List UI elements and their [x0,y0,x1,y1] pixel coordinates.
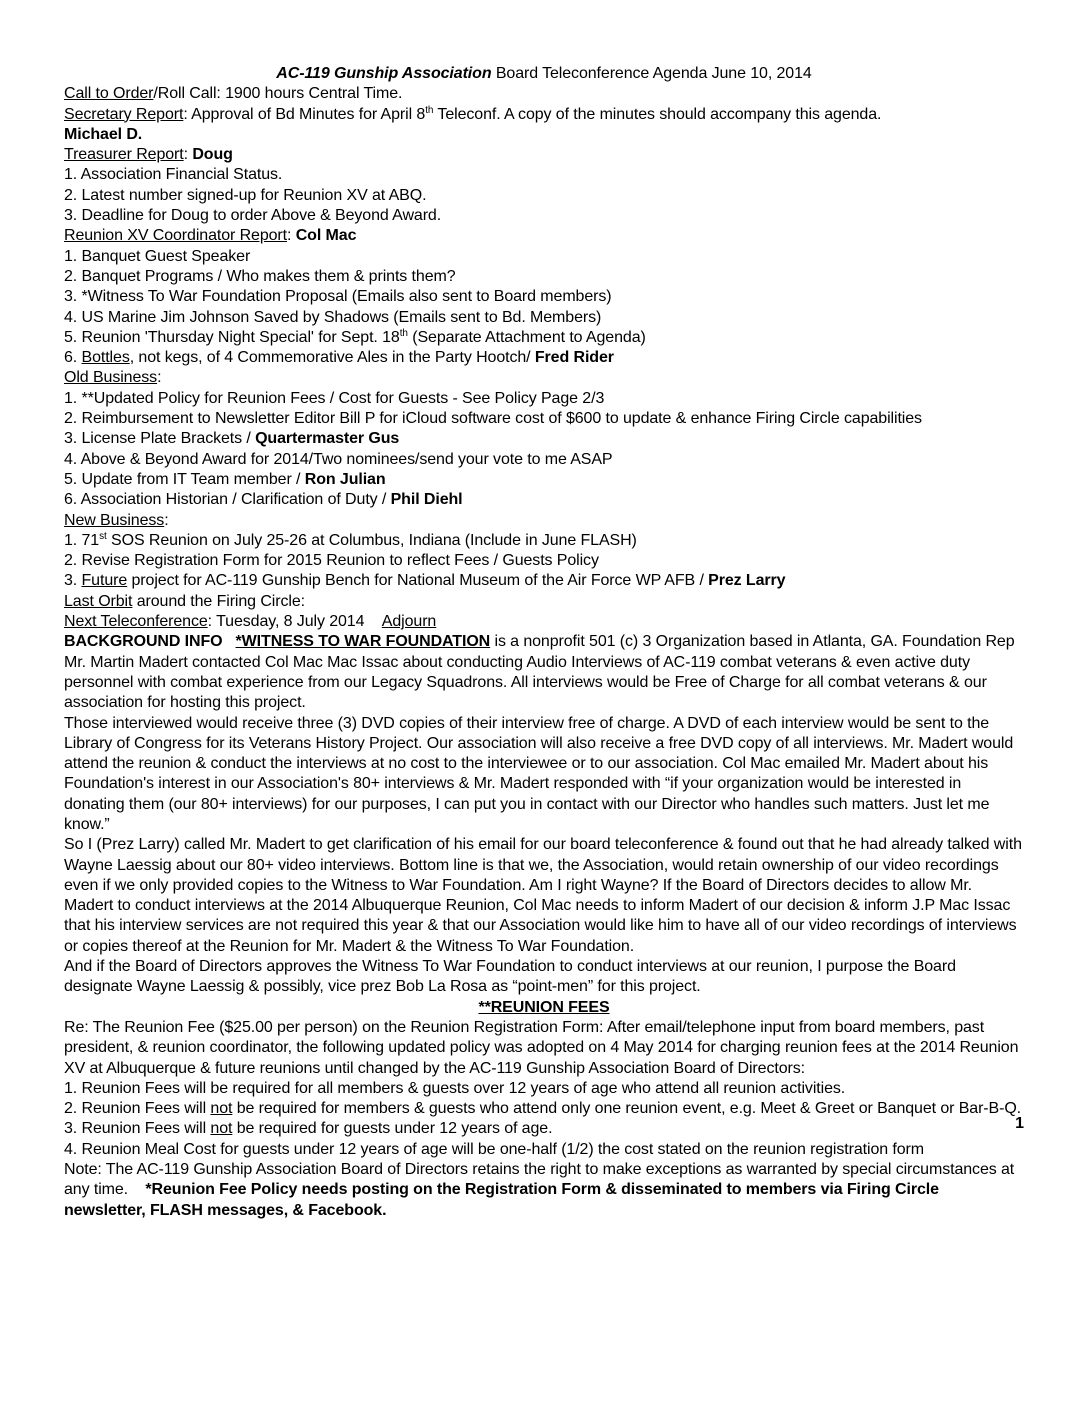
list-item [64,571,1024,591]
list-item: 1. Association Financial Status. [64,166,283,184]
last-orbit-label: Last Orbit [64,592,133,610]
item-number: 3. [64,572,82,590]
item-text: project for AC-119 Gunship Bench for National Museum of the Air Force WP AFB / [127,572,709,590]
list-item: 3. *Witness To War Foundation Proposal (Emails also sent to Board members) [64,288,612,306]
background-paragraph-3: So I (Prez Larry) called Mr. Madert to get clarification of his email for our board teleconference & found out that he had already talked with Wayne Laessig about our 80+ video interviews. Bottom line is that we, the Association, would retain ownership of our video recordings even if we only provided copies to the Witness to War Foundation. Am I right Wayne? If the Board of Directors decides to allow Mr. Madert to conduct interviews at the 2014 Albuquerque Reunion, Col Mac needs to inform Madert of our decision & inform J.P Mac Issac that his interview services are not required this year & that our Association would like him to have all of our video recordings of interviews or copies thereof at the Reunion for Mr. Madert & the Witness To War Foundation. [64,836,1022,955]
list-item: 4. Above & Beyond Award for 2014/Two nominees/send your vote to me ASAP [64,450,613,468]
title-rest: Board Teleconference Agenda June 10, 2014 [491,65,812,82]
superscript: th [425,104,434,116]
next-teleconference-date: : Tuesday, 8 July 2014 [207,613,365,631]
item-text: 6. Association Historian / Clarification of Duty / [64,491,391,509]
call-to-order-label: Call to Order [64,85,154,103]
list-item: 2. Reimbursement to Newsletter Editor Bill P for iCloud software cost of $600 to update & enhance Firing Circle capabilities [64,410,922,428]
item-person: Fred Rider [534,349,614,367]
org-name: AC-119 Gunship Association [276,65,492,82]
call-to-order-text: /Roll Call: 1900 hours Central Time. [153,85,403,103]
fee-text: 3. Reunion Fees will [64,1120,211,1138]
separator: : [164,511,169,529]
new-business-label: New Business [64,511,165,529]
item-number: 6. [64,349,82,367]
adjourn-label: Adjourn [381,613,437,631]
call-to-order [64,84,1024,104]
list-item: 2. Banquet Programs / Who makes them & prints them? [64,267,456,285]
item-person: Quartermaster Gus [255,430,400,448]
superscript: st [99,530,107,542]
treasurer-report-label: Treasurer Report [64,146,184,164]
list-item: 3. Deadline for Doug to order Above & Beyond Award. [64,207,442,225]
item-underlined: Future [81,572,128,590]
secretary-name [64,125,1024,145]
old-business-label: Old Business [64,369,158,387]
next-teleconference-label: Next Teleconference [64,613,208,631]
next-teleconference [64,612,1024,632]
secretary-report-label: Secretary Report [64,105,184,123]
last-orbit [64,592,1024,612]
item-text-end: (Separate Attachment to Agenda) [407,328,646,346]
coordinator-name: Col Mac [295,227,357,245]
fee-not: not [210,1100,233,1118]
list-item: 1. **Updated Policy for Reunion Fees / Cost for Guests - See Policy Page 2/3 [64,389,605,407]
background-label: BACKGROUND INFO [64,633,223,651]
list-item [64,429,1024,449]
background-paragraph-2: Those interviewed would receive three (3) DVD copies of their interview free of charge. A DVD of each interview would be sent to the Library of Congress for its Veterans History Project. Our association will also receive a free DVD copy of all interviews. Mr. Madert would attend the reunion & conduct the interviews at no cost to the interviewee or to our association. Col Mac emailed Mr. Madert about his Foundation's interest in our Association's 80+ interviews & Mr. Madert responded with “if your organization would be interested in donating them (our 80+ interviews) for our purposes, I can put you in contact with our Director who handles such matters. Just let me know.” [64,714,1014,833]
item-text: 5. Update from IT Team member / [64,470,305,488]
treasurer-report [64,145,1024,165]
new-business [64,511,1024,531]
separator: : [287,227,296,245]
list-item: 1. Banquet Guest Speaker [64,247,251,265]
secretary-name-text: Michael D. [64,125,143,143]
fee-not: not [210,1120,233,1138]
fee-item [64,1099,1024,1119]
item-text: , not kegs, of 4 Commemorative Ales in the Party Hootch/ [129,349,535,367]
page-title [64,64,1024,84]
fee-item [64,1119,1024,1139]
fee-text-end: be required for guests under 12 years of age. [232,1120,553,1138]
list-item [64,348,1024,368]
separator: : [183,146,193,164]
reunion-coordinator-report [64,226,1024,246]
item-text: 3. License Plate Brackets / [64,430,256,448]
background-paragraph-1 [64,632,1024,713]
list-item: 2. Latest number signed-up for Reunion XV at ABQ. [64,186,427,204]
fee-note-text: Note: The AC-119 Gunship Association Board of Directors retains the right to make exceptions as warranted by special circumstances at any time. [64,1161,1019,1199]
list-item [64,328,1024,348]
background-paragraph-4: And if the Board of Directors approves the Witness To War Foundation to conduct interviews at our reunion, I purpose the Board designate Wayne Laessig & possibly, vice prez Bob La Rosa as “point-men” for this project. [64,958,956,996]
secretary-text: : Approval of Bd Minutes for April 8 [183,105,426,123]
agenda-page [64,64,1024,1221]
item-underlined: Bottles [81,349,130,367]
reunion-coordinator-label: Reunion XV Coordinator Report [64,227,288,245]
list-item [64,470,1024,490]
list-item [64,490,1024,510]
superscript: th [399,327,408,339]
reunion-fees-heading-text: **REUNION FEES [478,998,610,1016]
item-person: Phil Diehl [390,491,463,509]
list-item: 2. Revise Registration Form for 2015 Reunion to reflect Fees / Guests Policy [64,552,599,570]
reunion-fees-intro: Re: The Reunion Fee ($25.00 per person) on the Reunion Registration Form: After email/telephone input from board members, past president, & reunion coordinator, the following updated policy was adopted on 4 May 2014 for charging reunion fees at the 2014 Reunion XV at Albuquerque & future reunions until changed by the AC-119 Gunship Association Board of Directors: [64,1018,1019,1077]
item-text-end: SOS Reunion on July 25-26 at Columbus, Indiana (Include in June FLASH) [106,531,637,549]
separator: : [157,369,162,387]
background-text: is a nonprofit 501 (c) 3 Organization based in Atlanta, GA. Foundation Rep Mr. Martin Madert contacted Col Mac Mac Issac about conducting Audio Interviews of AC-119 combat veterans & even active duty personnel with combat experience from our Legacy Squadrons. All interviews would be Free of Charge for all combat veterans & our association for hosting this project. [64,633,1015,712]
list-item [64,531,1024,551]
page-number: 1 [1015,1115,1024,1132]
item-person: Ron Julian [304,470,386,488]
fee-item: 4. Reunion Meal Cost for guests under 12 years of age will be one-half (1/2) the cost stated on the reunion registration form [64,1140,924,1158]
item-text: 1. 71 [64,531,100,549]
secretary-text-end: Teleconf. A copy of the minutes should accompany this agenda. [433,105,882,123]
fee-note [64,1160,1024,1221]
list-item: 4. US Marine Jim Johnson Saved by Shadows (Emails sent to Bd. Members) [64,308,602,326]
item-person: Prez Larry [708,572,786,590]
secretary-report [64,105,1024,125]
fee-text-end: be required for members & guests who attend only one reunion event, e.g. Meet & Greet or Banquet or Bar-B-Q. [232,1100,1022,1118]
witness-to-war-heading: *WITNESS TO WAR FOUNDATION [235,633,491,651]
treasurer-name: Doug [192,146,233,164]
fee-note-bold: *Reunion Fee Policy needs posting on the Registration Form & disseminated to members via Firing Circle newsletter, FLASH messages, & Facebook. [64,1181,939,1219]
reunion-fees-heading [64,998,1024,1018]
fee-item: 1. Reunion Fees will be required for all members & guests over 12 years of age who attend all reunion activities. [64,1079,846,1097]
fee-text: 2. Reunion Fees will [64,1100,211,1118]
item-text: 5. Reunion 'Thursday Night Special' for Sept. 18 [64,328,400,346]
last-orbit-text: around the Firing Circle: [132,592,305,610]
old-business [64,368,1024,388]
